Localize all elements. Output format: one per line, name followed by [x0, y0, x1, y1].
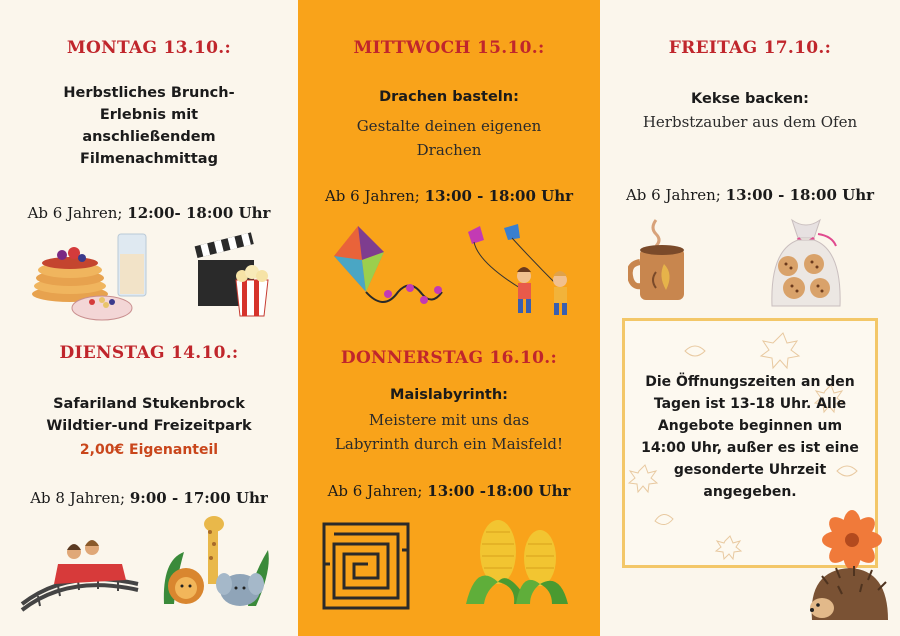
- monday-time: Ab 6 Jahren; 12:00- 18:00 Uhr: [27, 204, 271, 222]
- friday-heading: FREITAG 17.10.:: [668, 38, 832, 58]
- wednesday-time: Ab 6 Jahren; 13:00 - 18:00 Uhr: [324, 187, 574, 205]
- friday-title: Kekse backen:: [691, 91, 809, 107]
- monday-title: Herbstliches Brunch- Erlebnis mit anschließendem Filmenachmittag: [63, 85, 235, 167]
- friday-time: Ab 6 Jahren; 13:00 - 18:00 Uhr: [625, 186, 875, 204]
- tuesday-heading: DIENSTAG 14.10.:: [59, 343, 239, 363]
- safari-animals-icon: [156, 510, 276, 614]
- mug-icon: [628, 214, 702, 308]
- maze-icon: [320, 520, 412, 612]
- friday-subtitle: Herbstzauber aus dem Ofen: [642, 113, 858, 131]
- thursday-time: Ab 6 Jahren; 13:00 -18:00 Uhr: [327, 482, 571, 500]
- monday-heading: MONTAG 13.10.:: [66, 38, 232, 58]
- thursday-heading: DONNERSTAG 16.10.:: [340, 348, 558, 368]
- wednesday-subtitle: Gestalte deinen eigenen Drachen: [356, 117, 542, 159]
- thursday-title: Maislabyrinth:: [390, 387, 508, 403]
- cookie-bag-icon: [764, 216, 848, 312]
- wednesday-title: Drachen basteln:: [379, 89, 519, 105]
- tuesday-price: 2,00€ Eigenanteil: [79, 442, 219, 458]
- corn-icon: [456, 512, 576, 610]
- tuesday-title: Safariland Stukenbrock Wildtier-und Freizeitpark: [46, 396, 252, 434]
- middle-panel: [298, 0, 600, 636]
- hedgehog-icon: [802, 510, 894, 626]
- wednesday-heading: MITTWOCH 15.10.:: [353, 38, 545, 58]
- notice-text: Die Öffnungszeiten an den Tagen ist 13-18 Uhr. Alle Angebote beginnen um 14:00 Uhr, außer es ist eine gesonderte Uhrzeit angegeben.: [641, 374, 859, 500]
- film-clapper-icon: [192, 232, 280, 320]
- kids-flying-kites-icon: [454, 222, 584, 326]
- kite-icon: [328, 222, 448, 326]
- thursday-subtitle: Meistere mit uns das Labyrinth durch ein Maisfeld!: [334, 411, 564, 453]
- right-panel: [600, 0, 900, 636]
- tuesday-time: Ab 8 Jahren; 9:00 - 17:00 Uhr: [30, 489, 268, 507]
- left-panel: [0, 0, 298, 636]
- rollercoaster-icon: [18, 528, 144, 614]
- pancakes-icon: [22, 228, 152, 324]
